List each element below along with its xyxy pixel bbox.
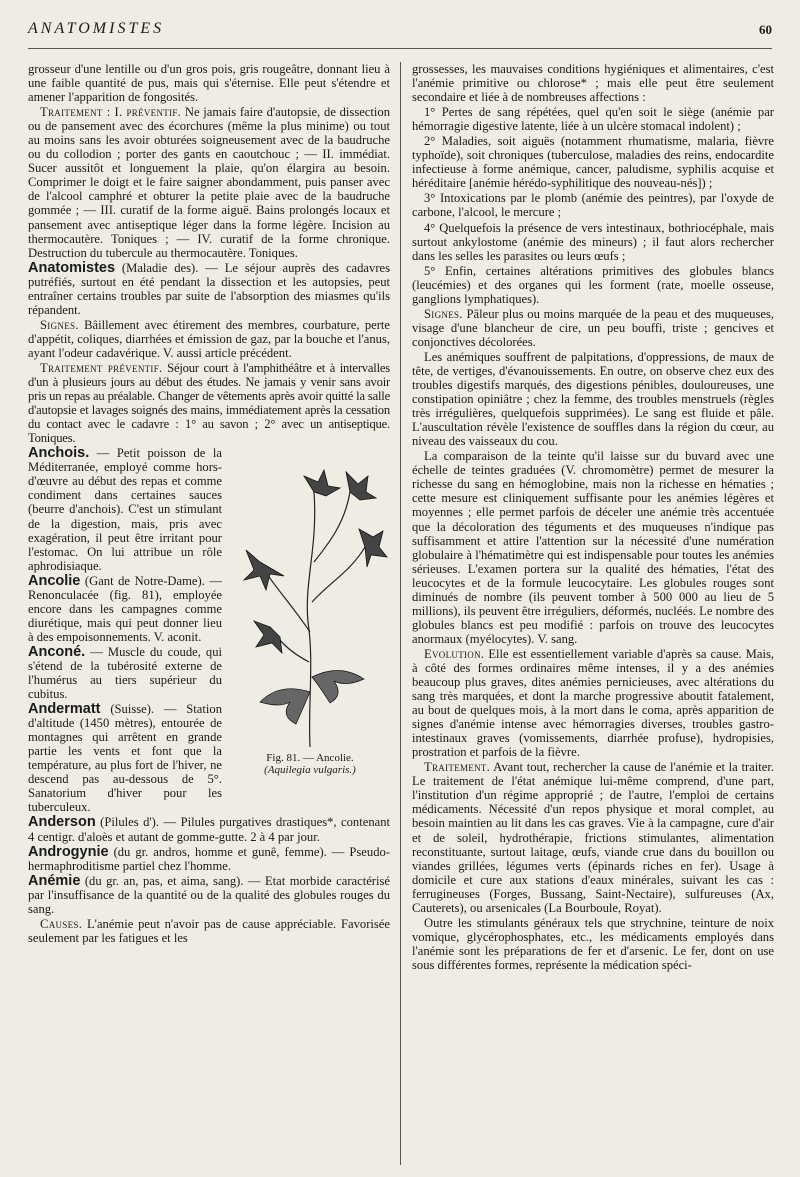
- headword-anemie: Anémie: [28, 872, 81, 889]
- paragraph-evolution: [412, 647, 774, 759]
- entry-anatomistes: [28, 261, 390, 317]
- cause-item-1: 1° Pertes de sang répétées, quel qu'en soit le siège (anémie par hémorragie digestive latente, liée à un ulcère stomacal indolent) ;: [412, 105, 774, 134]
- label-signes: Signes.: [40, 317, 79, 332]
- paragraph-traitement-right: [412, 760, 774, 915]
- headword-anderson: Anderson: [28, 814, 96, 831]
- headword-androgynie: Androgynie: [28, 843, 109, 860]
- text-evolution: Elle est essentiellement variable d'après sa cause. Mais, à côté des formes ordinaires même intenses, il y a des anémies beaucoup plus graves, dites anémies pernicieuses, avec altérations du sang très marquées, et dont la marche progressive aboutit fatalement, au bout de quelques mois, à la mort dans le coma, après apparition de signes d'anémie intense avec hémorragies diverses, troubles gastro-intestinaux graves (vomissements, diarrhée profuse), hydropisies, prostration et parfois de la fièvre.: [412, 646, 774, 760]
- cause-item-2: 2° Maladies, soit aiguës (notamment rhumatisme, malaria, fièvre typhoïde), soit chroniques (tuberculose, maladies des reins, endocardite infectieuse à forme anémique, cancer, paludisme, syphilis acquise et héréditaire [anémie hérédo-syphilitique des nouveau-nés]) ;: [412, 134, 774, 191]
- figure-caption: Fig. 81. — Ancolie.: [266, 752, 354, 765]
- text-andermatt: (Suisse). — Station d'altitude (1450 mètres), entourée de montagnes qui arrêtent en grande partie les vents et font que la température, au plus fort de l'hiver, ne descend pas au-dessous de 5°. Sanatorium d'hiver pour les tuberculeux.: [28, 702, 222, 815]
- text-androgynie: (du gr. andros, homme et gunê, femme). — Pseudo-hermaphroditisme partiel chez l'homme.: [28, 844, 390, 873]
- paragraph-continuation: grosseur d'une lentille ou d'un gros pois, gris rougeâtre, donnant lieu à une faible quantité de pus, mais qui s'éternise. Elle peut s'étendre et amener l'apparition de fongosités.: [28, 62, 390, 105]
- label-signes-right: Signes.: [424, 306, 463, 321]
- text-anderson: (Pilules d'). — Pilules purgatives drastiques*, contenant 4 centigr. d'aloès et autant de gomme-gutte. 2 à 4 par jour.: [28, 815, 390, 844]
- paragraph-outre: Outre les stimulants généraux tels que strychnine, teinture de noix vomique, glycérophosphates, etc., les médicaments employés dans l'anémie sont les préparations de fer et d'arsenic. Le fer, dont on use sous différentes formes, représente la médication spéci-: [412, 915, 774, 972]
- entry-androgynie: [28, 845, 390, 873]
- right-column: [412, 62, 774, 1165]
- ancolie-illustration: [230, 452, 390, 752]
- cause-item-3: 3° Intoxications par le plomb (anémie des peintres), par l'oxyde de carbone, l'alcool, le mercure ;: [412, 191, 774, 220]
- text-signes: Bâillement avec étirement des membres, courbature, perte d'appétit, coliques, diarrhées et émission de gaz, par la bouche et l'anus, ayant l'odeur cadavérique. V. aussi article précédent.: [28, 317, 390, 360]
- text-traitement-preventif: Séjour court à l'amphithéâtre et à intervalles d'un à plusieurs jours au début des études. Ne jamais y venir sans avoir pris un repas au préalable. Changer de vêtements après avoir quitté la salle d'autopsie et lavages soignés des mains, immédiatement après la cessation du contact avec le cadavre : 1° au savon ; 2° avec un antiseptique. Toniques.: [28, 360, 390, 446]
- paragraph-causes: [28, 917, 390, 945]
- text-ancone: — Muscle du coude, qui s'étend de la tubérosité externe de l'humérus au tiers supérieur du cubitus.: [28, 644, 222, 702]
- text-anemie: (du gr. an, pas, et aima, sang). — Etat morbide caractérisé par l'insuffisance de la quantité ou de la qualité des globules rouges du sang.: [28, 873, 390, 916]
- cause-item-4: 4° Quelquefois la présence de vers intestinaux, bothriocéphale, mais surtout ankylostome (anémie des mineurs) ; il faut alors rechercher dans les selles les parasites ou leurs œufs ;: [412, 220, 774, 263]
- paragraph-signes-right: [412, 307, 774, 349]
- label-traitement-right: Traitement.: [424, 760, 491, 775]
- text-causes: L'anémie peut n'avoir pas de cause appréciable. Favorisée seulement par les fatigues et les: [28, 916, 390, 945]
- figure-caption-latin: (Aquilegia vulgaris.): [264, 764, 356, 777]
- headword-andermatt: Andermatt: [28, 701, 101, 718]
- headword-ancone: Anconé.: [28, 643, 86, 660]
- text-signes-right: Pâleur plus ou moins marquée de la peau et des muqueuses, visage d'une blancheur de cire, un peu bouffi, triste ; gencives et conjonctives décolorées.: [412, 306, 774, 349]
- text-anatomistes: (Maladie des). — Le séjour auprès des cadavres putréfiés, surtout en été pendant la dissection et les autopsies, peut entraîner certains troubles par suite de l'absorption des miasmes qu'ils répandent.: [28, 260, 390, 317]
- label-causes: Causes.: [40, 916, 83, 931]
- label-traitement: Traitement : I. préventif.: [40, 105, 182, 120]
- headword-ancolie: Ancolie: [28, 572, 81, 589]
- paragraph-traitement: [28, 105, 390, 260]
- column-rule: [400, 62, 401, 1165]
- label-evolution: Evolution.: [424, 646, 485, 661]
- headword-anatomistes: Anatomistes: [28, 259, 116, 276]
- headword-anchois: Anchois.: [28, 445, 90, 462]
- paragraph-traitement-preventif: [28, 361, 390, 445]
- figure-ancolie: [230, 452, 390, 792]
- text-ancolie: (Gant de Notre-Dame). — Renonculacée (fig. 81), employée encore dans les campagnes comme diurétique, mais qui peut donner lieu à des empoisonnements. V. aconit.: [28, 573, 222, 644]
- paragraph-comparaison: La comparaison de la teinte qu'il laisse sur du buvard avec une échelle de teintes graduées (V. chromomètre) permet de mesurer la richesse du sang en hémoglobine, mais non la richesse en hématies ; cette mesure est cliniquement suffisante pour les anémies légères et moyennes ; elle permet parfois de déceler une anémie très accentuée que la décoloration des téguments et des muqueuses n'indique pas suffisamment et attire l'attention sur la nécessité d'une numération globulaire à l'hématimètre qui est indispensable pour toutes les anémies sérieuses. L'examen portera sur la qualité des hématies, l'état des leucocytes et de la formule leucocytaire. Les globules rouges sont diminués de nombre (ils peuvent tomber à 500 000 au lieu de 5 millions), ils peuvent être irréguliers, déformés, nucléés. Le nombre des globules blancs est peu modifié : parfois on trouve des leucocytes anormaux (myélocytes). V. sang.: [412, 449, 774, 646]
- page-header: [28, 18, 772, 49]
- text-anchois: — Petit poisson de la Méditerranée, employé comme hors-d'œuvre au début des repas et comme condiment dans certaines sauces (beurre d'anchois). C'est un stimulant de la digestion, mais, pris avec exagération, il peut être irritant pour l'estomac. On lui attribue un rôle aphrodisiaque.: [28, 446, 222, 573]
- entry-anderson: [28, 815, 390, 843]
- cause-item-5: 5° Enfin, certaines altérations primitives des globules blancs (leucémies) et des organes qui les forment (rate, moelle osseuse, ganglions lymphatiques).: [412, 263, 774, 306]
- text-traitement-right: Avant tout, rechercher la cause de l'anémie et la traiter. Le traitement de l'état anémique lui-même comprend, d'une part, l'institution d'un régime approprié ; de l'autre, l'emploi de certains médicaments. Nécessité d'un repos physique et moral complet, au besoin maintien au lit dans les cas graves. Vie à la campagne, cure d'air et de soleil, hydrothérapie, frictions stimulantes, alimentation reconstituante, surtout laitage, œufs, viande crue dans du bouillon ou viandes grillées, légumes verts (épinards riches en fer). Usage à domicile et cure aux stations d'eaux minérales, suivant les cas : ferrugineuses (Forges, Bussang, Saint-Nectaire), sulfureuses (Ax, Cauterets), ou arsenicales (La Bourboule, Royat).: [412, 760, 774, 915]
- page-number: 60: [759, 22, 772, 37]
- label-traitement-preventif: Traitement préventif.: [40, 360, 163, 375]
- paragraph-continuation-right: grossesses, les mauvaises conditions hygiéniques et alimentaires, c'est l'anémie primitive ou chlorose* ; mais elle peut être seulement secondaire et liée à de nombreuses affections :: [412, 62, 774, 105]
- paragraph-signes: [28, 318, 390, 360]
- left-column: [28, 62, 390, 1165]
- text-traitement: Ne jamais faire d'autopsie, de dissection ou de pansement avec des écorchures (même la plus minime) ou tout au moins sans les avoir obturées soigneusement avec de la baudruche ou du collodion ; porter des gants en caoutchouc ; — II. immédiat. Sucer aussitôt et longuement la plaie, qu'on élargira au besoin. Comprimer le doigt et le faire saigner abondamment, puis panser avec de l'alcool camphré et obturer la petite plaie avec de la baudruche gommée ; — III. curatif de la forme aiguë. Bains prolongés locaux et pansement avec antiseptique léger dans la forme légère. Incision au thermocautère. Toniques ; — IV. curatif de la forme chronique. Destruction du tubercule au thermocautère. Toniques.: [28, 105, 390, 260]
- paragraph-anemiques: Les anémiques souffrent de palpitations, d'oppressions, de maux de tête, de vertiges, d'évanouissements. En outre, on observe chez eux des troubles digestifs marqués, des digestions pénibles, douloureuses, une constipation opiniâtre ; chez la femme, des troubles menstruels (règles très irrégulières, quelquefois supprimées). Le sang est fluide et pâle. L'auscultation révèle l'existence de souffles dans la région du cœur, au niveau des vaisseaux du cou.: [412, 349, 774, 449]
- entry-anemie: [28, 874, 390, 916]
- running-head: ANATOMISTES: [28, 20, 165, 37]
